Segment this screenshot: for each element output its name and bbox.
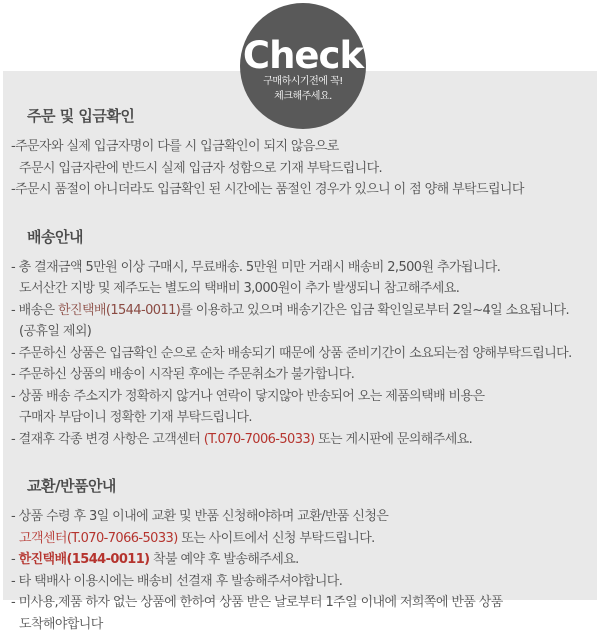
section-heading: 배송안내	[9, 226, 591, 247]
notice-line	[9, 528, 591, 550]
notice-text: - 결재후 각종 변경 사항은 고객센터	[11, 432, 204, 447]
section-heading: 교환/반품안내	[9, 475, 591, 496]
notice-text: (공휴일 제외)	[19, 324, 91, 339]
notice-text: - 상품 수령 후 3일 이내에 교환 및 반품 신청해야하며 교환/반품 신청은	[11, 509, 388, 524]
notice-line	[9, 179, 591, 201]
notice-text: - 미사용,제품 하자 없는 상품에 한하여 상품 받은 날로부터 1주일 이내에 저희쪽에 반품 상품	[11, 595, 503, 610]
notice-line	[9, 158, 591, 180]
notice-text: -주문자와 실제 입금자명이 다를 시 입금확인이 되지 않음으로	[11, 139, 339, 154]
notice-line	[9, 278, 591, 300]
section-heading: 주문 및 입금확인	[9, 105, 591, 126]
notice-text: - 주문하신 상품의 배송이 시작된 후에는 주문취소가 불가합니다.	[11, 367, 354, 382]
notice-text: 도착해야합니다	[19, 617, 103, 632]
notice-text: 착불 예약 후 발송해주세요.	[150, 552, 299, 567]
notice-text: 또는 사이트에서 신청 부탁드립니다.	[178, 531, 375, 546]
notice-text: - 배송은	[11, 303, 58, 318]
notice-line	[9, 300, 591, 322]
section-2	[9, 475, 591, 635]
check-badge-subtitle-1: 구매하시기전에 꼭!	[263, 75, 342, 89]
check-badge-title: Check	[243, 37, 363, 74]
notice-highlight: 한진택배(1544-0011)	[19, 552, 150, 567]
section-1	[9, 226, 591, 451]
notice-highlight: (T.070-7006-5033)	[204, 432, 315, 447]
notice-text: - 타 택배사 이용시에는 배송비 선결재 후 발송해주셔야합니다.	[11, 574, 342, 589]
notice-text: 도서산간 지방 및 제주도는 별도의 택배비 3,000원이 추가 발생되니 참고해주세요.	[19, 281, 459, 296]
notice-text: 또는 게시판에 문의해주세요.	[315, 432, 473, 447]
notice-text: 구매자 부담이니 정확한 기재 부탁드립니다.	[19, 410, 252, 425]
notice-line	[9, 343, 591, 365]
check-badge-subtitle-2: 체크해주세요.	[274, 90, 332, 104]
notice-text: - 주문하신 상품은 입금확인 순으로 순차 배송되기 때문에 상품 준비기간이 소요되는점 양해부탁드립니다.	[11, 346, 572, 361]
notice-line	[9, 321, 591, 343]
notice-text: 주문시 입금자란에 반드시 실제 입금자 성함으로 기재 부탁드립니다.	[19, 161, 382, 176]
notice-line	[9, 386, 591, 408]
notice-line	[9, 136, 591, 158]
notice-line	[9, 429, 591, 451]
notice-text: -	[11, 552, 19, 567]
notice-line	[9, 571, 591, 593]
notice-line	[9, 549, 591, 571]
notice-line	[9, 407, 591, 429]
notice-text: 를 이용하고 있으며 배송기간은 입금 확인일로부터 2일~4일 소요됩니다.	[180, 303, 569, 318]
notice-text: -주문시 품절이 아니더라도 입금확인 된 시간에는 품절인 경우가 있으니 이 점 양해 부탁드립니다	[11, 182, 524, 197]
notice-line	[9, 614, 591, 635]
notice-line	[9, 257, 591, 279]
notice-highlight: 고객센터(T.070-7066-5033)	[19, 531, 178, 546]
notice-line	[9, 506, 591, 528]
notice-line	[9, 364, 591, 386]
notice-line	[9, 592, 591, 614]
notice-text: - 총 결재금액 5만원 이상 구매시, 무료배송. 5만원 미만 거래시 배송비 2,500원 추가됩니다.	[11, 260, 500, 275]
notice-text: - 상품 배송 주소지가 정확하지 않거나 연락이 닿지않아 반송되어 오는 제품의택배 비용은	[11, 389, 484, 404]
notice-highlight: 한진택배(1544-0011)	[58, 303, 180, 318]
section-0	[9, 105, 591, 201]
notice-sections	[3, 71, 597, 600]
